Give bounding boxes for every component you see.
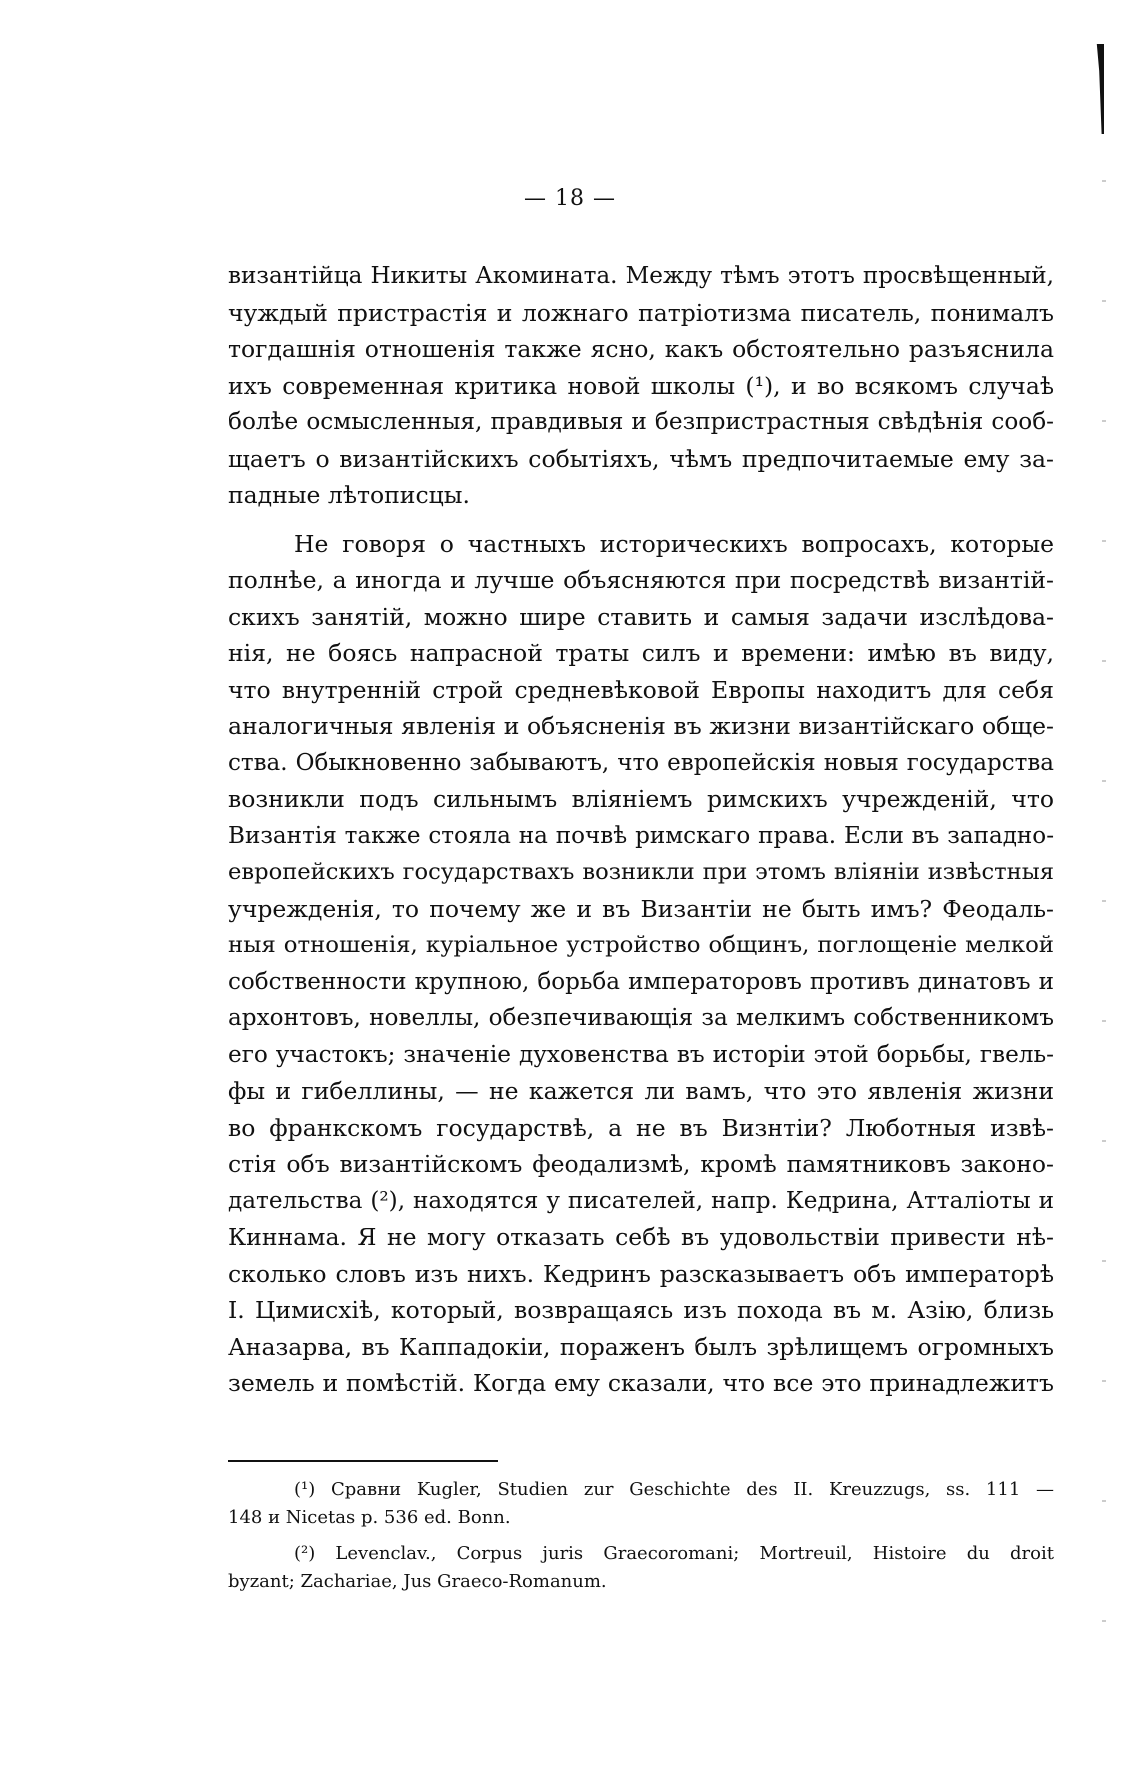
text-line: возникли подъ сильнымъ вліяніемъ римскихъ учрежденій, что [228,785,1054,813]
text-line: Киннама. Я не могу отказать себѣ въ удовольствіи привести нѣ- [228,1223,1054,1251]
text-line: щаетъ о византійскихъ событіяхъ, чѣмъ предпочитаемые ему за- [228,444,1054,473]
footnote-line: 148 и Nicetas p. 536 ed. Bonn. [228,1507,511,1528]
text-line: его участокъ; значеніе духовенства въ исторіи этой борьбы, гвель- [228,1040,1054,1068]
body-text [228,258,1054,1402]
text-line: чуждый пристрастія и ложнаго патріотизма писатель, понималъ [228,298,1054,327]
footnote-line: byzant; Zachariae, Jus Graeco-Romanum. [228,1571,607,1592]
text-line: полнѣе, а иногда и лучше объясняются при посредствѣ византій- [228,566,1054,594]
footnote-rule [228,1460,498,1462]
text-line: земель и помѣстій. Когда ему сказали, что все это принадлежитъ [228,1369,1054,1397]
text-line: фы и гибеллины, — не кажется ли вамъ, что это явленія жизни [228,1077,1054,1105]
paragraph-2 [228,526,1054,1402]
text-line: собственности крупною, борьба императоровъ противъ динатовъ и [228,968,1054,995]
text-line: европейскихъ государствахъ возникли при этомъ вліяніи извѣстныя [228,859,1054,885]
text-line: Не говоря о частныхъ историческихъ вопросахъ, которые [294,529,1054,558]
text-line: Аназарва, въ Каппадокіи, пораженъ былъ зрѣлищемъ огромныхъ [228,1332,1054,1361]
text-line: ныя отношенія, куріальное устройство общинъ, поглощеніе мелкой [228,932,1054,958]
text-line: падные лѣтописцы. [228,481,470,509]
text-line: ихъ современная критика новой школы (¹), и во всякомъ случаѣ [228,371,1054,400]
footnote-1 [228,1476,1054,1532]
footnote-2 [228,1540,1054,1596]
footnote-line: (²) Levenclav., Corpus juris Graecoromani; Mortreuil, Histoire du droit [294,1543,1054,1564]
paragraph-1 [228,258,1054,514]
text-line: дательства (²), находятся у писателей, напр. Кедрина, Атталіоты и [228,1187,1054,1214]
footnotes [228,1476,1054,1596]
text-line: нія, не боясь напрасной траты силъ и времени: имѣю въ виду, [228,639,1054,667]
text-line: стія объ византійскомъ феодализмѣ, кромѣ памятниковъ законо- [228,1150,1054,1178]
page-edge-specks [1102,140,1106,1740]
text-line: I. Цимисхіѣ, который, возвращаясь изъ похода въ м. Азію, близь [228,1296,1054,1324]
text-line: скихъ занятій, можно шире ставить и самыя задачи изслѣдова- [228,602,1054,631]
text-line: что внутренній строй средневѣковой Европы находитъ для себя [228,675,1054,704]
text-line: архонтовъ, новеллы, обезпечивающія за мелкимъ собственникомъ [228,1005,1054,1031]
text-line: болѣе осмысленныя, правдивыя и безпристрастныя свѣдѣнія сооб- [228,409,1054,435]
page-number: — 18 — [524,186,616,211]
text-line: тогдашнія отношенія также ясно, какъ обстоятельно разъяснила [228,335,1054,363]
text-line: Византія также стояла на почвѣ римскаго права. Если въ западно- [228,822,1054,849]
footnote-line: (¹) Сравни Kugler, Studien zur Geschichte des II. Kreuzzugs, ss. 111 — [294,1479,1054,1500]
text-line: во франкскомъ государствѣ, а не въ Визнтіи? Люботныя извѣ- [228,1113,1054,1142]
text-line: византійца Никиты Акомината. Между тѣмъ этотъ просвѣщенный, [228,263,1054,289]
text-line: аналогичныя явленія и объясненія въ жизни византійскаго обще- [228,712,1054,740]
text-line: учрежденія, то почему же и въ Византіи не быть имъ? Феодаль- [228,894,1054,923]
page-edge-mark [1092,44,1104,134]
text-line: сколько словъ изъ нихъ. Кедринъ разсказываетъ объ императорѣ [228,1259,1054,1288]
text-line: ства. Обыкновенно забываютъ, что европейскія новыя государства [228,749,1054,776]
